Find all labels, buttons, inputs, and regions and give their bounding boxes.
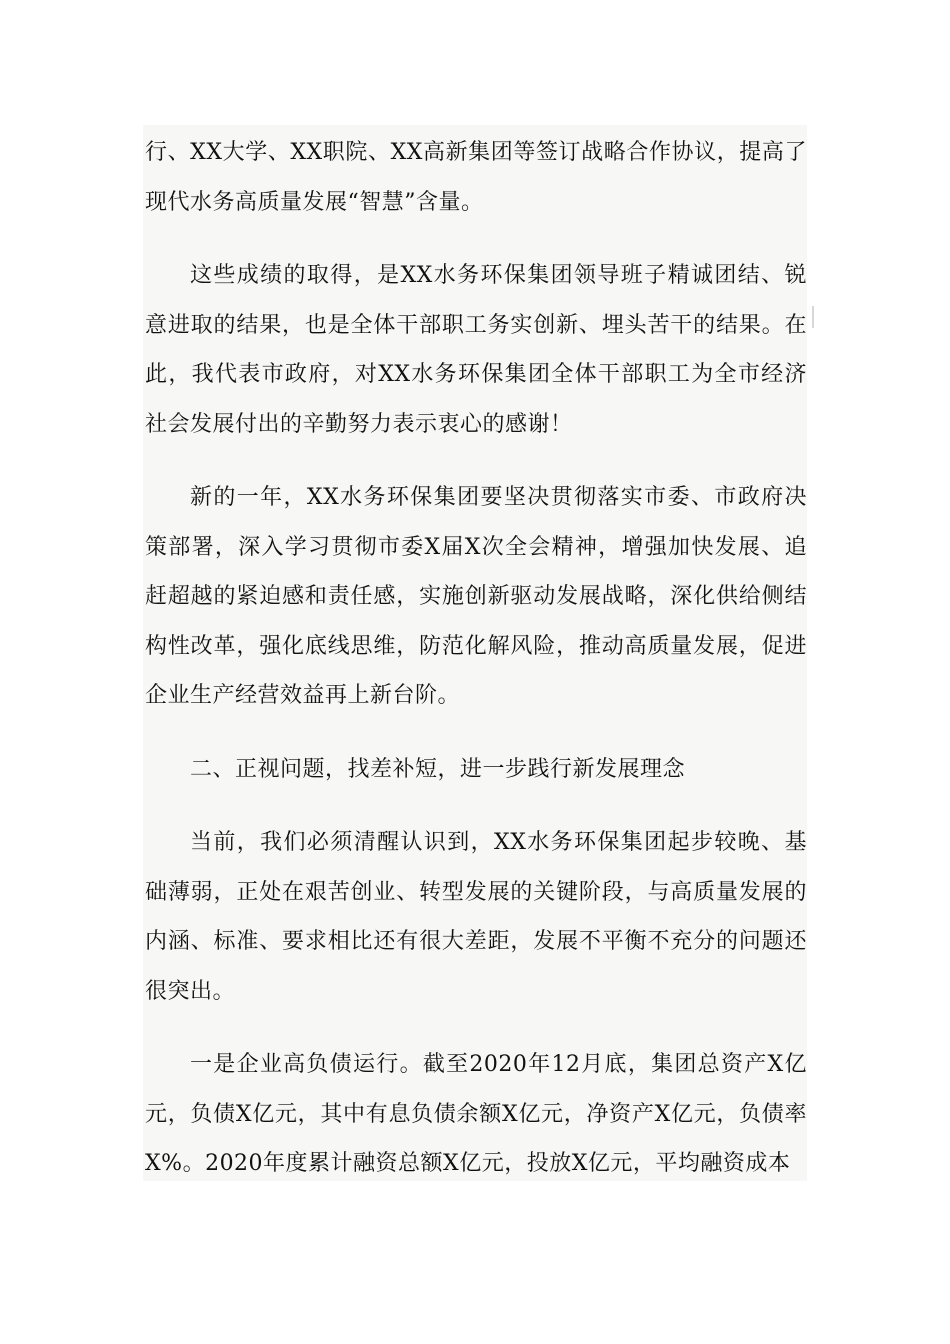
document-body bbox=[145, 128, 807, 1189]
paragraph-current-issues: 当前，我们必须清醒认识到，XX水务环保集团起步较晚、基础薄弱，正处在艰苦创业、转型发展的关键阶段，与高质量发展的内涵、标准、要求相比还有很大差距，发展不平衡不充分的问题还很突出。 bbox=[145, 830, 807, 1004]
paragraph-thanks: 这些成绩的取得，是XX水务环保集团领导班子精诚团结、锐意进取的结果，也是全体干部职工务实创新、埋头苦干的结果。在此，我代表市政府，对XX水务环保集团全体干部职工为全市经济社会发展付出的辛勤努力表示衷心的感谢！ bbox=[145, 263, 807, 437]
paragraph-debt: 一是企业高负债运行。截至2020年12月底，集团总资产X亿元，负债X亿元，其中有息负债余额X亿元，净资产X亿元，负债率X%。2020年度累计融资总额X亿元，投放X亿元，平均融资成本 bbox=[145, 1052, 807, 1176]
margin-mark bbox=[812, 306, 814, 328]
paragraph-new-year: 新的一年，XX水务环保集团要坚决贯彻落实市委、市政府决策部署，深入学习贯彻市委X届X次全会精神，增强加快发展、追赶超越的紧迫感和责任感，实施创新驱动发展战略，深化供给侧结构性改革，强化底线思维，防范化解风险，推动高质量发展，促进企业生产经营效益再上新台阶。 bbox=[145, 485, 807, 708]
paragraph-cooperation: 行、XX大学、XX职院、XX高新集团等签订战略合作协议，提高了现代水务高质量发展“智慧”含量。 bbox=[145, 140, 807, 215]
section-heading-two: 二、正视问题，找差补短，进一步践行新发展理念 bbox=[190, 756, 686, 782]
